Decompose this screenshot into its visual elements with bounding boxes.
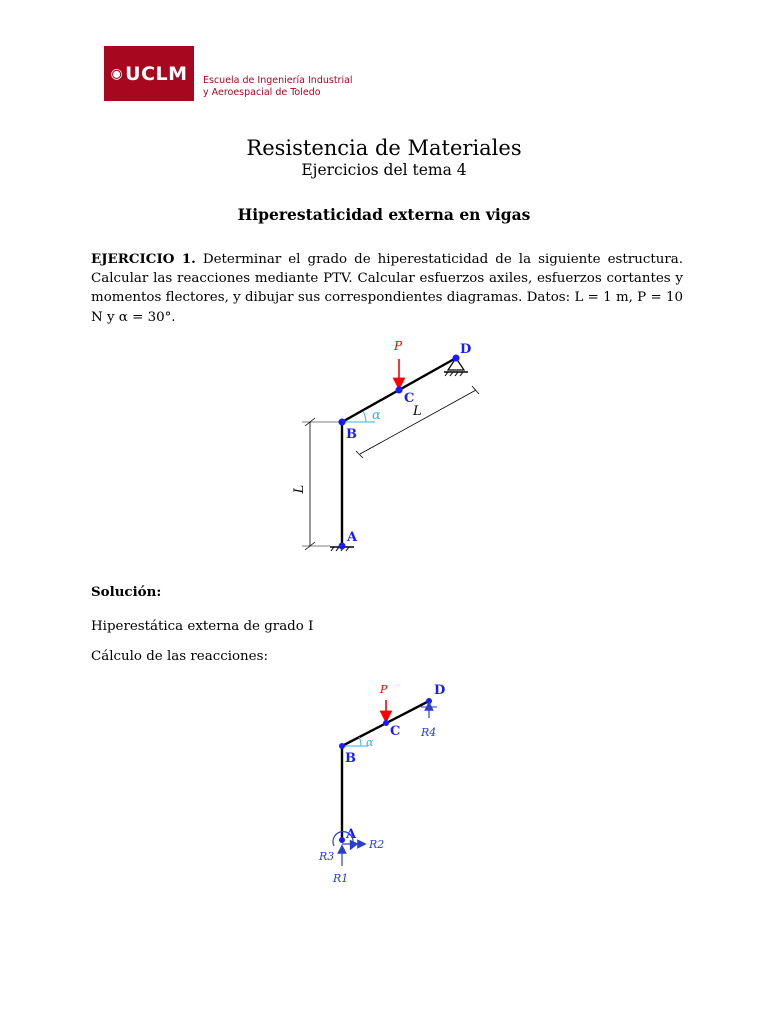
angle-label: α — [372, 408, 381, 423]
angle-label-2: α — [366, 736, 374, 749]
exercise-text: Determinar el grado de hiperestaticidad de la siguiente estructura. Calcular las reacciones mediante PTV. Calcular esfuerzos axiles, esfuerzos cortantes y momentos flectores, y dibujar sus correspondientes diagramas. Datos: L = 1 m, P = 10 N y α = 30°. — [91, 252, 683, 325]
label-a-2: A — [346, 827, 357, 842]
label-b: B — [346, 427, 357, 442]
label-b-2: B — [345, 751, 356, 766]
solution-result: Hiperestática externa de grado I — [91, 619, 314, 634]
point-d — [453, 355, 460, 362]
label-a: A — [347, 530, 358, 545]
point-c — [396, 387, 403, 394]
reaction-r3-label: R3 — [319, 850, 335, 863]
reaction-r2-label: R2 — [369, 838, 385, 851]
point-b-2 — [339, 743, 345, 749]
dimension-vertical — [302, 418, 342, 550]
angle-arc-2 — [359, 737, 361, 746]
logo-mark-icon: ◉ — [110, 65, 124, 82]
vertical-length-label: L — [292, 484, 307, 494]
document-subtitle: Ejercicios del tema 4 — [301, 161, 467, 179]
document-title: Resistencia de Materiales — [246, 136, 522, 160]
label-d-2: D — [434, 683, 446, 698]
point-a — [339, 543, 346, 550]
load-label: P — [394, 339, 403, 353]
label-d: D — [460, 342, 472, 357]
inclined-length-label: L — [413, 404, 422, 419]
label-c-2: C — [390, 724, 401, 739]
figure-1 — [292, 339, 479, 551]
angle-arc — [363, 411, 366, 422]
exercise-label: EJERCICIO 1. — [91, 251, 196, 267]
solution-heading: Solución: — [91, 584, 162, 600]
reactions-intro: Cálculo de las reacciones: — [91, 649, 268, 664]
figure-2 — [318, 683, 445, 885]
section-title: Hiperestaticidad externa en vigas — [237, 205, 531, 224]
school-line-2: y Aeroespacial de Toledo — [203, 87, 321, 98]
reaction-r4-label: R4 — [421, 726, 437, 739]
point-d-2 — [426, 698, 432, 704]
reaction-r1-label: R1 — [333, 872, 349, 885]
point-a-2 — [339, 837, 345, 843]
label-c: C — [404, 391, 415, 406]
point-c-2 — [383, 720, 389, 726]
logo-text: UCLM — [125, 62, 188, 85]
school-line-1: Escuela de Ingeniería Industrial — [203, 75, 353, 86]
load-label-2: P — [380, 683, 388, 696]
